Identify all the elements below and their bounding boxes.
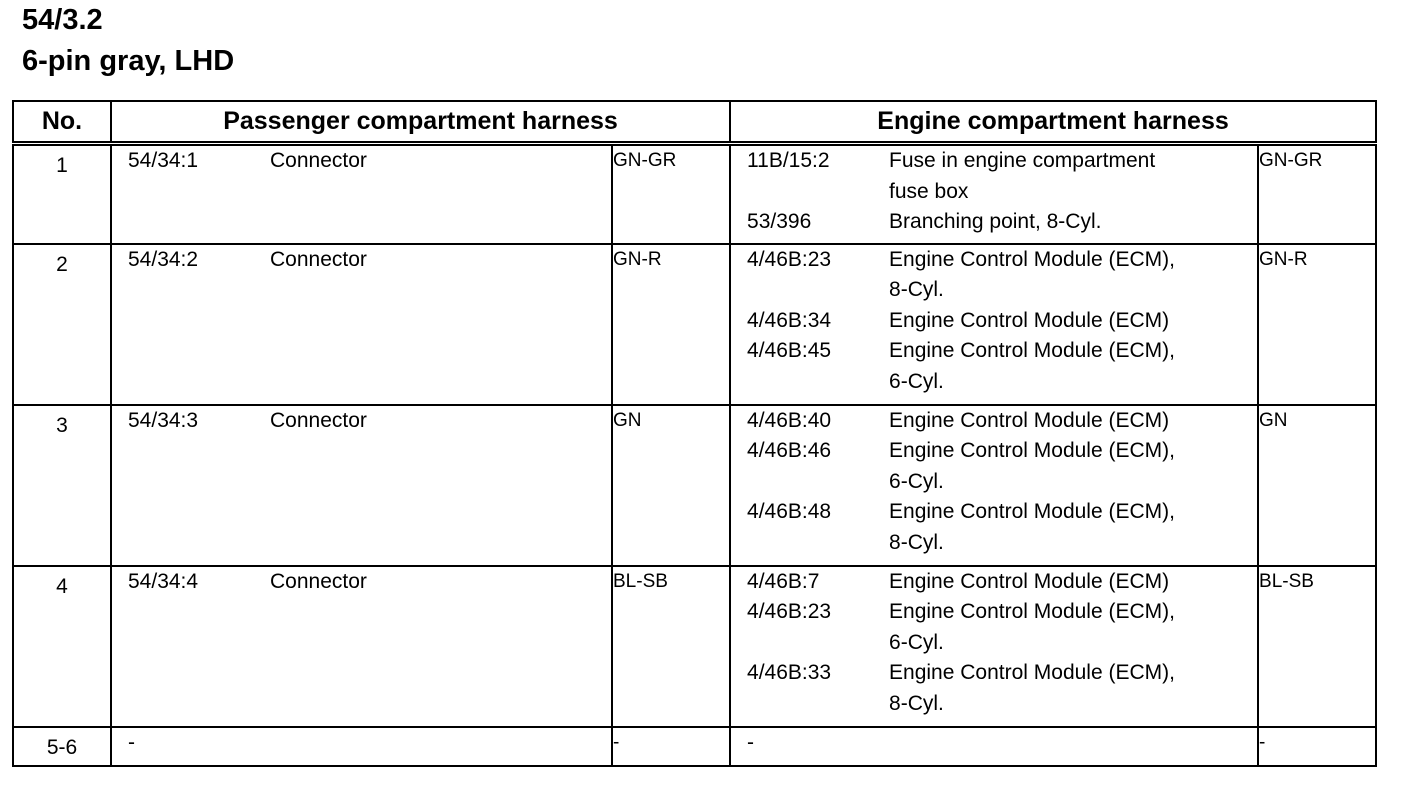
passenger-connector-code: 54/34:1: [128, 149, 199, 172]
engine-connector-description: 8-Cyl.: [889, 278, 944, 301]
engine-connector-code: 4/46B:34: [747, 308, 832, 332]
engine-harness-entry: [731, 658, 1257, 689]
table-row: [13, 244, 1376, 405]
engine-connector-code: 4/46B:33: [747, 661, 832, 684]
passenger-connector-description: Connector: [270, 247, 367, 271]
engine-connector-description: 6-Cyl.: [889, 469, 944, 493]
engine-harness-entry: [731, 628, 1257, 659]
pin-number: 3: [13, 405, 111, 566]
table-row: [13, 405, 1376, 566]
passenger-harness-entry: [112, 146, 611, 177]
engine-connector-description: Engine Control Module (ECM),: [889, 439, 1175, 462]
passenger-harness-cell: [111, 244, 612, 405]
engine-harness-entry: [731, 207, 1257, 238]
pin-assignment-table: [12, 100, 1377, 767]
passenger-connector-code: 54/34:4: [128, 569, 199, 593]
engine-harness-entry: [731, 597, 1257, 628]
engine-harness-cell: [730, 566, 1258, 727]
engine-connector-code: 11B/15:2: [747, 149, 830, 172]
passenger-wire-color: -: [612, 727, 730, 766]
engine-connector-code: 4/46B:40: [747, 408, 832, 432]
engine-connector-code: 4/46B:48: [747, 500, 832, 523]
engine-connector-code: [731, 467, 889, 498]
engine-harness-entry: [731, 177, 1257, 208]
engine-harness-entry: [731, 528, 1257, 559]
engine-connector-description: Engine Control Module (ECM),: [889, 339, 1175, 362]
engine-connector-code: [731, 689, 889, 720]
engine-connector-code: [731, 177, 889, 208]
engine-harness-cell: [730, 144, 1258, 244]
engine-harness-entry: [731, 245, 1257, 276]
table-row: [13, 566, 1376, 727]
engine-connector-description: 6-Cyl.: [889, 630, 944, 654]
engine-harness-entry: [731, 567, 1257, 598]
engine-harness-entry: [731, 467, 1257, 498]
pin-number: 1: [13, 144, 111, 244]
passenger-harness-entry: [112, 728, 611, 759]
connector-description: 6-pin gray, LHD: [22, 45, 235, 77]
pin-number: 5-6: [13, 727, 111, 766]
engine-harness-entry: [731, 497, 1257, 528]
pin-number: 4: [13, 566, 111, 727]
engine-connector-code: 53/396: [747, 210, 812, 233]
engine-wire-color: GN: [1258, 405, 1376, 566]
engine-harness-entry: [731, 146, 1257, 177]
title-block: [22, 0, 234, 82]
engine-harness-entry: [731, 306, 1257, 337]
column-header-engine: Engine compartment harness: [730, 101, 1376, 144]
engine-harness-entry: [731, 689, 1257, 720]
passenger-harness-entry: [112, 245, 611, 276]
engine-wire-color: -: [1258, 727, 1376, 766]
engine-harness-entry: [731, 406, 1257, 437]
passenger-harness-cell: [111, 566, 612, 727]
engine-wire-color: BL-SB: [1258, 566, 1376, 727]
engine-harness-cell: [730, 727, 1258, 766]
engine-connector-description: Engine Control Module (ECM),: [889, 661, 1175, 684]
passenger-harness-entry: [112, 567, 611, 598]
passenger-connector-description: Connector: [270, 408, 367, 432]
engine-connector-description: Engine Control Module (ECM): [889, 408, 1170, 432]
passenger-harness-cell: [111, 727, 612, 766]
passenger-wire-color: GN: [612, 405, 730, 566]
engine-connector-code: 4/46B:45: [747, 339, 832, 362]
passenger-connector-code: 54/34:3: [128, 408, 199, 432]
pin-number: 2: [13, 244, 111, 405]
engine-wire-color: GN-R: [1258, 244, 1376, 405]
engine-connector-description: Engine Control Module (ECM),: [889, 500, 1175, 523]
engine-harness-cell: [730, 244, 1258, 405]
engine-harness-entry: [731, 275, 1257, 306]
passenger-wire-color: GN-R: [612, 244, 730, 405]
engine-connector-description: Engine Control Module (ECM): [889, 308, 1170, 332]
passenger-wire-color: GN-GR: [612, 144, 730, 244]
engine-harness-entry: [731, 436, 1257, 467]
passenger-wire-color: BL-SB: [612, 566, 730, 727]
engine-connector-description: 8-Cyl.: [889, 691, 944, 715]
engine-connector-description: 6-Cyl.: [889, 369, 944, 393]
engine-connector-code: [731, 528, 889, 559]
engine-connector-description: 8-Cyl.: [889, 530, 944, 554]
passenger-connector-code: 54/34:2: [128, 247, 199, 271]
engine-connector-code: 4/46B:46: [747, 439, 832, 462]
engine-harness-entry: [731, 367, 1257, 398]
table-header-row: [13, 101, 1376, 144]
engine-harness-cell: [730, 405, 1258, 566]
passenger-harness-cell: [111, 144, 612, 244]
engine-connector-description: Engine Control Module (ECM),: [889, 247, 1175, 271]
table-row: [13, 727, 1376, 766]
engine-wire-color: GN-GR: [1258, 144, 1376, 244]
passenger-connector-description: Connector: [270, 149, 367, 172]
engine-connector-description: Engine Control Module (ECM): [889, 569, 1170, 593]
engine-connector-code: -: [747, 730, 755, 754]
passenger-connector-code: -: [128, 730, 135, 754]
column-header-passenger: Passenger compartment harness: [111, 101, 730, 144]
engine-harness-entry: [731, 728, 1257, 759]
column-header-no: No.: [13, 101, 111, 144]
passenger-harness-entry: [112, 406, 611, 437]
engine-connector-code: [731, 628, 889, 659]
engine-connector-code: 4/46B:7: [747, 569, 820, 593]
table-row: [13, 144, 1376, 244]
engine-connector-description: Fuse in engine compartment: [889, 149, 1156, 172]
engine-connector-code: 4/46B:23: [747, 600, 832, 623]
engine-connector-code: 4/46B:23: [747, 247, 832, 271]
engine-connector-code: [731, 367, 889, 398]
passenger-harness-cell: [111, 405, 612, 566]
engine-harness-entry: [731, 336, 1257, 367]
engine-connector-code: [731, 275, 889, 306]
engine-connector-description: Engine Control Module (ECM),: [889, 600, 1175, 623]
engine-connector-description: Branching point, 8-Cyl.: [889, 210, 1102, 233]
engine-connector-description: fuse box: [889, 179, 969, 203]
connector-code: 54/3.2: [22, 4, 103, 36]
passenger-connector-description: Connector: [270, 569, 367, 593]
